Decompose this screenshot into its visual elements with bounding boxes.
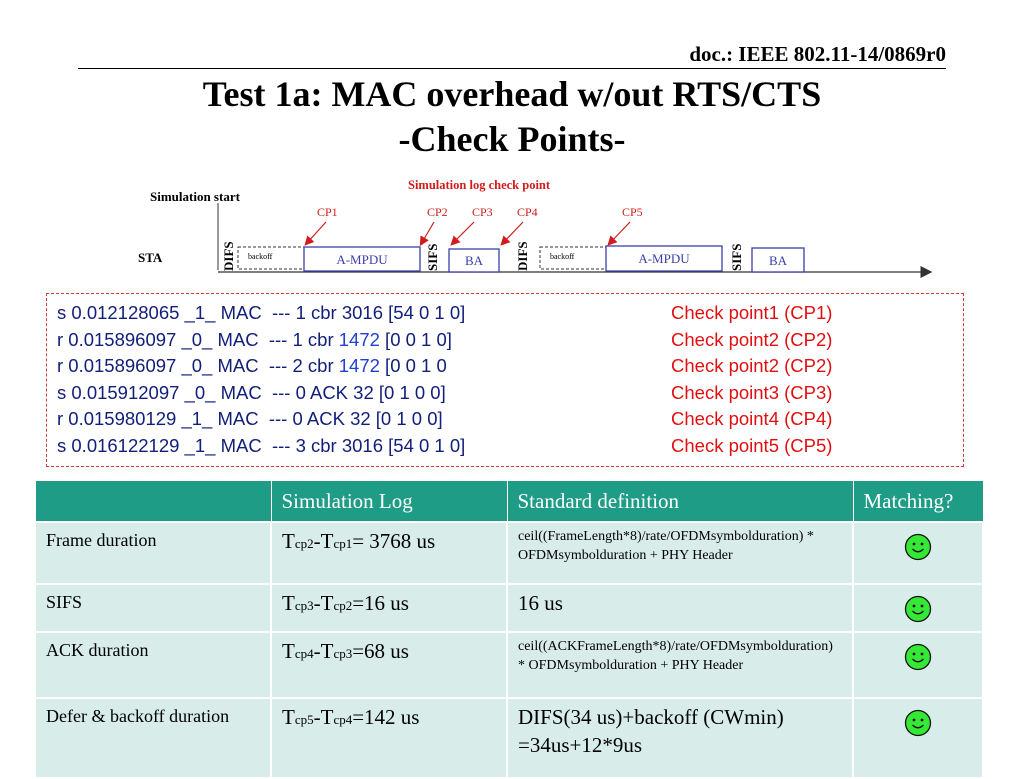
row-matching xyxy=(853,522,983,584)
table-header-simulation-log: Simulation Log xyxy=(271,481,507,523)
log-subscript: cp2 xyxy=(294,536,314,551)
log-line xyxy=(57,433,465,459)
ampdu-label: A-MPDU xyxy=(638,251,690,266)
cp2-label: CP2 xyxy=(427,205,448,219)
log-highlight: 1472 xyxy=(338,328,380,350)
log-formula-text: -T xyxy=(313,705,334,729)
log-formula-text: T xyxy=(282,639,295,663)
timing-diagram xyxy=(0,0,1024,300)
log-formula-text: -T xyxy=(313,639,334,663)
cp2-arrow xyxy=(421,222,434,244)
log-subscript: cp4 xyxy=(333,712,353,727)
difs-label: DIFS xyxy=(515,241,530,271)
log-text: s 0.012128065 _1_ MAC --- 1 cbr 3016 [54 0 1 0] xyxy=(57,302,466,323)
log-check-point: Check point5 (CP5) xyxy=(671,434,833,456)
table-row xyxy=(35,698,983,778)
slide-title-line1: Test 1a: MAC overhead w/out RTS/CTS xyxy=(202,74,822,114)
log-text: r 0.015980129 _1_ MAC --- 0 ACK 32 [0 1 0 0] xyxy=(57,408,443,429)
log-highlight: 1472 xyxy=(338,355,380,376)
cp5-label: CP5 xyxy=(622,205,643,219)
cp1-arrow xyxy=(306,222,326,244)
results-table xyxy=(34,480,984,779)
table-row xyxy=(35,584,983,632)
log-subscript: cp3 xyxy=(333,646,353,661)
row-simulation-log xyxy=(271,632,507,698)
log-formula-text: T xyxy=(282,591,295,615)
cp5-arrow xyxy=(609,222,630,244)
log-formula-text: =68 us xyxy=(352,639,409,663)
ba-label: BA xyxy=(768,253,788,268)
smiley-face-icon xyxy=(904,643,932,671)
log-subscript: cp4 xyxy=(294,646,314,661)
row-matching xyxy=(853,698,983,778)
table-header-empty xyxy=(35,481,271,523)
row-label: Defer & backoff duration xyxy=(35,698,271,778)
cp4-label: CP4 xyxy=(517,205,538,219)
sifs-label: SIFS xyxy=(425,243,440,271)
row-label: Frame duration xyxy=(35,522,271,584)
log-text: r 0.015896097 _0_ MAC --- 1 cbr xyxy=(57,328,339,350)
row-matching xyxy=(853,584,983,632)
simulation-log-box xyxy=(46,293,964,467)
backoff-label: backoff xyxy=(550,252,575,261)
log-subscript: cp1 xyxy=(333,536,353,551)
log-text: s 0.016122129 _1_ MAC --- 3 cbr 3016 [54 0 1 0] xyxy=(57,434,466,456)
row-standard-definition: DIFS(34 us)+backoff (CWmin) =34us+12*9us xyxy=(507,698,853,778)
ba-label: BA xyxy=(464,253,484,268)
row-simulation-log xyxy=(271,522,507,584)
log-line xyxy=(57,353,447,379)
sifs-label: SIFS xyxy=(729,243,744,271)
row-label: SIFS xyxy=(35,584,271,632)
log-line xyxy=(57,406,443,432)
table-header-matching: Matching? xyxy=(853,481,983,523)
log-check-point-label: Simulation log check point xyxy=(408,178,551,192)
log-subscript: cp5 xyxy=(294,712,314,727)
smiley-face-icon xyxy=(904,595,932,623)
row-simulation-log xyxy=(271,698,507,778)
row-matching xyxy=(853,632,983,698)
log-check-point: Check point3 (CP3) xyxy=(671,381,833,403)
sta-label: STA xyxy=(138,250,163,265)
table-header-row xyxy=(35,481,983,523)
log-text: [0 0 1 0] xyxy=(379,328,452,350)
log-text: [0 0 1 0 xyxy=(379,355,447,376)
cp4-arrow xyxy=(502,222,523,244)
log-formula-text: =142 us xyxy=(352,705,420,729)
cp3-label: CP3 xyxy=(472,205,493,219)
row-standard-definition: ceil((ACKFrameLength*8)/rate/OFDMsymbolduration) * OFDMsymbolduration + PHY Header xyxy=(507,632,853,698)
smiley-face-icon xyxy=(904,709,932,737)
log-check-point: Check point4 (CP4) xyxy=(671,408,833,429)
difs-label: DIFS xyxy=(221,241,236,271)
ampdu-label: A-MPDU xyxy=(336,252,388,267)
table-row xyxy=(35,522,983,584)
log-line xyxy=(57,327,452,353)
sim-start-label: Simulation start xyxy=(150,189,240,204)
log-check-point: Check point2 (CP2) xyxy=(671,328,833,350)
table-header-standard-definition: Standard definition xyxy=(507,481,853,523)
log-formula-text: -T xyxy=(313,591,334,615)
log-formula-text: T xyxy=(282,705,295,729)
log-formula-text: =16 us xyxy=(352,591,409,615)
log-subscript: cp2 xyxy=(333,598,353,613)
backoff-label: backoff xyxy=(248,252,273,261)
document-id: doc.: IEEE 802.11-14/0869r0 xyxy=(689,42,946,66)
log-check-point: Check point1 (CP1) xyxy=(671,302,833,323)
log-line xyxy=(57,380,446,406)
smiley-face-icon xyxy=(904,533,932,561)
log-text: r 0.015896097 _0_ MAC --- 2 cbr xyxy=(57,355,339,376)
cp3-arrow xyxy=(452,222,474,244)
log-subscript: cp3 xyxy=(294,598,314,613)
row-simulation-log xyxy=(271,584,507,632)
log-text: s 0.015912097 _0_ MAC --- 0 ACK 32 [0 1 0 0] xyxy=(57,381,446,403)
cp1-label: CP1 xyxy=(317,205,338,219)
log-formula-text: -T xyxy=(313,529,334,553)
row-standard-definition: 16 us xyxy=(507,584,853,632)
log-line xyxy=(57,300,465,326)
log-formula-text: T xyxy=(282,529,295,553)
table-row xyxy=(35,632,983,698)
row-standard-definition: ceil((FrameLength*8)/rate/OFDMsymbolduration) * OFDMsymbolduration + PHY Header xyxy=(507,522,853,584)
log-formula-text: = 3768 us xyxy=(352,529,436,553)
row-label: ACK duration xyxy=(35,632,271,698)
slide-title-line2: -Check Points- xyxy=(398,119,626,159)
log-check-point: Check point2 (CP2) xyxy=(671,355,833,376)
